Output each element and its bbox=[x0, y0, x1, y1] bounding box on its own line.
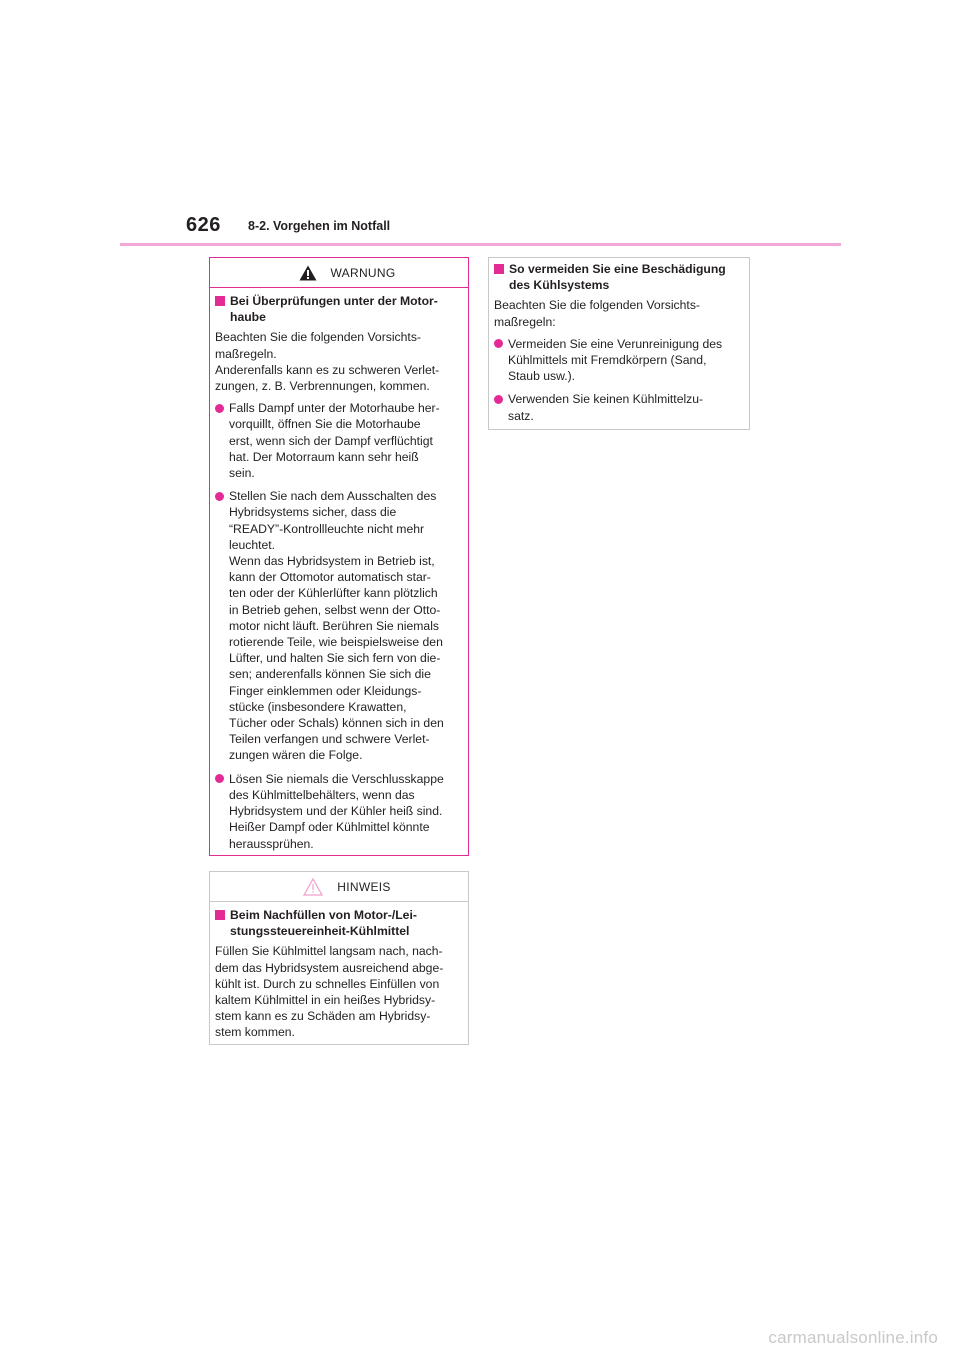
warning-box-header bbox=[210, 258, 468, 288]
square-bullet-icon bbox=[215, 296, 225, 306]
warning-triangle-icon bbox=[299, 265, 317, 281]
warning-heading-text: Bei Überprüfungen unter der Motor- haube bbox=[230, 294, 438, 325]
round-bullet-icon bbox=[494, 395, 503, 404]
notice-box bbox=[209, 871, 469, 1045]
list-item bbox=[215, 771, 462, 852]
info-intro: Beachten Sie die folgenden Vorsichts- maßregeln: bbox=[494, 298, 700, 329]
round-bullet-icon bbox=[494, 339, 503, 348]
warning-box bbox=[209, 257, 469, 856]
notice-box-header bbox=[210, 872, 468, 902]
list-item bbox=[215, 488, 462, 763]
square-bullet-icon bbox=[215, 910, 225, 920]
square-bullet-icon bbox=[494, 264, 504, 274]
info-heading-text: So vermeiden Sie eine Beschädigung des Kühlsystems bbox=[509, 262, 726, 293]
list-item bbox=[494, 391, 743, 423]
warning-heading bbox=[215, 293, 462, 325]
list-item-text: Falls Dampf unter der Motorhaube her- vorquillt, öffnen Sie die Motorhaube erst, wenn sich der Dampf verflüchtigt hat. Der Motorraum kann sehr heiß sein. bbox=[229, 401, 440, 481]
watermark: carmanualsonline.info bbox=[768, 1328, 938, 1347]
page-number: 626 bbox=[186, 214, 221, 236]
notice-body: Füllen Sie Kühlmittel langsam nach, nach- dem das Hybridsystem ausreichend abge- kühlt ist. Durch zu schnelles Einfüllen von kaltem Kühlmittel in ein heißes Hybridsy- stem kann es zu Schäden am Hybridsy- stem kommen. bbox=[215, 944, 444, 1040]
info-heading bbox=[494, 261, 743, 293]
notice-title: HINWEIS bbox=[337, 879, 391, 894]
warning-title: WARNUNG bbox=[330, 265, 396, 280]
round-bullet-icon bbox=[215, 774, 224, 783]
list-item-text: Verwenden Sie keinen Kühlmittelzu- satz. bbox=[508, 392, 704, 423]
round-bullet-icon bbox=[215, 492, 224, 501]
round-bullet-icon bbox=[215, 404, 224, 413]
caution-triangle-outline-icon bbox=[303, 878, 323, 896]
info-box bbox=[488, 257, 750, 430]
list-item bbox=[215, 400, 462, 481]
section-title: 8-2. Vorgehen im Notfall bbox=[248, 219, 391, 233]
list-item-text: Lösen Sie niemals die Verschlusskappe des Kühlmittelbehälters, wenn das Hybridsystem und der Kühler heiß sind. Heißer Dampf oder Kühlmittel könnte heraussprühen. bbox=[229, 771, 444, 851]
list-item-text: Vermeiden Sie eine Verunreinigung des Kühlmittels mit Fremdkörpern (Sand, Staub usw.). bbox=[508, 336, 723, 384]
warning-intro: Beachten Sie die folgenden Vorsichts- maßregeln. Anderenfalls kann es zu schweren Verlet- zungen, z. B. Verbrennungen, kommen. bbox=[215, 330, 440, 394]
notice-heading bbox=[215, 907, 462, 939]
notice-heading-text: Beim Nachfüllen von Motor-/Lei- stungssteuereinheit-Kühlmittel bbox=[230, 908, 417, 939]
header-rule bbox=[120, 243, 841, 246]
list-item bbox=[494, 336, 743, 385]
list-item-text: Stellen Sie nach dem Ausschalten des Hybridsystems sicher, dass die “READY”-Kontrollleuchte nicht mehr leuchtet. Wenn das Hybridsystem in Betrieb ist, kann der Ottomotor automatisch star- ten oder der Kühlerlüfter kann plötzlich in Betrieb gehen, selbst wenn der Otto- motor nicht läuft. Berühren Sie niemals rotierende Teile, wie beispielsweise den Lüfter, und halten Sie sich fern von die- sen; anderenfalls können Sie sich die Finger einklemmen oder Kleidungs- stücke (insbesondere Krawatten, Tücher oder Schals) können sich in den Teilen verfangen und schwere Verlet- zungen wären die Folge. bbox=[229, 489, 444, 763]
